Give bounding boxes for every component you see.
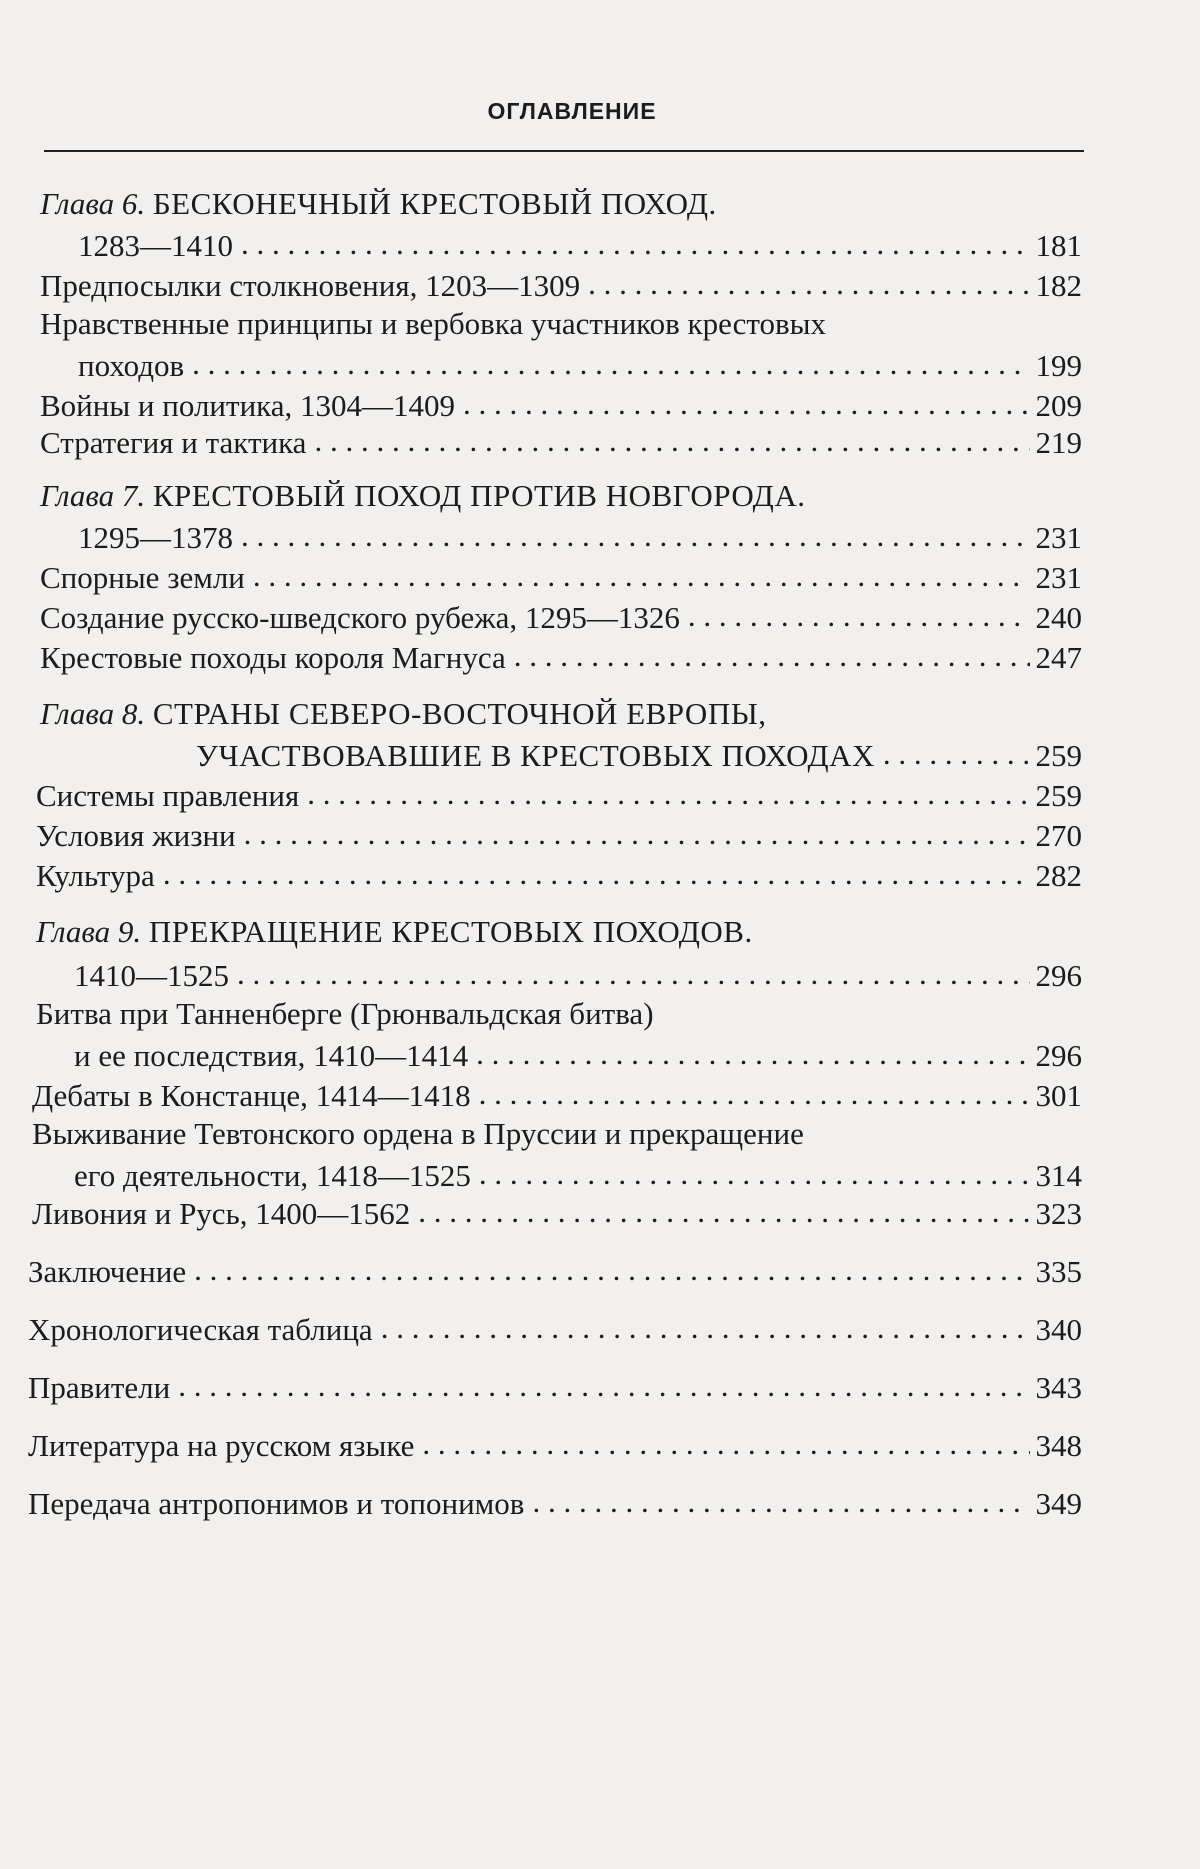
leader-dots	[307, 776, 1029, 806]
chapter-8-heading	[40, 696, 767, 732]
page-number: 259	[1035, 778, 1082, 813]
chapter-9-dates: 1410—1525	[74, 958, 229, 993]
toc-entry[interactable]	[36, 856, 1082, 894]
chapter-8-label: Глава 8.	[40, 696, 146, 731]
leader-dots	[476, 1036, 1029, 1066]
page-header: ОГЛАВЛЕНИЕ	[487, 98, 657, 124]
toc-entry[interactable]	[32, 1194, 1082, 1232]
chapter-8-title: СТРАНЫ СЕВЕРО-ВОСТОЧНОЙ ЕВРОПЫ,	[152, 696, 767, 731]
toc-entry[interactable]	[36, 776, 1082, 814]
entry-title: Спорные земли	[40, 560, 245, 595]
toc-entry[interactable]	[40, 638, 1082, 676]
page-number: 270	[1035, 818, 1082, 853]
toc-entry-chapter-8[interactable]	[196, 736, 1082, 774]
chapter-9-label: Глава 9.	[36, 914, 142, 949]
leader-dots	[381, 1310, 1030, 1340]
entry-title: Стратегия и тактика	[40, 425, 307, 460]
chapter-6-label: Глава 6.	[40, 186, 146, 221]
toc-entry[interactable]	[74, 1036, 1082, 1074]
leader-dots	[514, 638, 1030, 668]
page-number: 314	[1035, 1158, 1082, 1193]
leader-dots	[241, 226, 1030, 256]
leader-dots	[163, 856, 1030, 886]
page-number: 340	[1035, 1312, 1082, 1347]
toc-entry-rulers[interactable]	[28, 1368, 1082, 1406]
entry-title: Создание русско-шведского рубежа, 1295—1326	[40, 600, 680, 635]
entry-title-line1: Нравственные принципы и вербовка участников крестовых	[40, 306, 826, 341]
entry-title: Крестовые походы короля Магнуса	[40, 640, 506, 675]
leader-dots	[178, 1368, 1029, 1398]
leader-dots	[194, 1252, 1029, 1282]
toc-entry[interactable]	[40, 386, 1082, 424]
entry-title-line1: Битва при Танненберге (Грюнвальдская битва)	[36, 996, 654, 1031]
page-number: 231	[1035, 560, 1082, 595]
page-number: 182	[1035, 268, 1082, 303]
leader-dots	[479, 1156, 1030, 1186]
leader-dots	[422, 1426, 1029, 1456]
leader-dots	[418, 1194, 1029, 1224]
chapter-6-heading	[40, 186, 717, 222]
toc-entry-chronology[interactable]	[28, 1310, 1082, 1348]
entry-title: Хронологическая таблица	[28, 1312, 373, 1347]
toc-entry[interactable]	[40, 266, 1082, 304]
page-number: 301	[1035, 1078, 1082, 1113]
toc-entry[interactable]	[40, 423, 1082, 461]
toc-entry-conclusion[interactable]	[28, 1252, 1082, 1290]
toc-entry[interactable]	[78, 346, 1082, 384]
leader-dots	[192, 346, 1029, 376]
chapter-7-label: Глава 7.	[40, 478, 146, 513]
toc-entry-literature[interactable]	[28, 1426, 1082, 1464]
entry-title: Передача антропонимов и топонимов	[28, 1486, 525, 1521]
toc-entry[interactable]	[40, 598, 1082, 636]
entry-title: его деятельности, 1418—1525	[74, 1158, 471, 1193]
page-number: 247	[1035, 640, 1082, 675]
page-number: 231	[1035, 520, 1082, 555]
leader-dots	[479, 1076, 1030, 1106]
toc-entry-chapter-9[interactable]	[74, 956, 1082, 994]
entry-title: Системы правления	[36, 778, 300, 813]
page-number: 240	[1035, 600, 1082, 635]
entry-title: Дебаты в Констанце, 1414—1418	[32, 1078, 471, 1113]
toc-entry[interactable]	[40, 558, 1082, 596]
entry-title: Условия жизни	[36, 818, 236, 853]
page-number: 349	[1035, 1486, 1082, 1521]
entry-title: Войны и политика, 1304—1409	[40, 388, 456, 423]
page-number: 199	[1035, 348, 1082, 383]
entry-title: и ее последствия, 1410—1414	[74, 1038, 469, 1073]
page-number: 296	[1035, 1038, 1082, 1073]
toc-entry[interactable]	[36, 816, 1082, 854]
entry-title: Культура	[36, 858, 155, 893]
page-number: 335	[1035, 1254, 1082, 1289]
entry-title: походов	[78, 348, 185, 383]
entry-title: Предпосылки столкновения, 1203—1309	[40, 268, 581, 303]
page-number: 343	[1035, 1370, 1082, 1405]
leader-dots	[244, 816, 1030, 846]
leader-dots	[463, 386, 1029, 416]
entry-title: Правители	[28, 1370, 171, 1405]
chapter-6-dates: 1283—1410	[78, 228, 233, 263]
toc-entry[interactable]	[32, 1076, 1082, 1114]
leader-dots	[688, 598, 1030, 628]
page-number: 296	[1035, 958, 1082, 993]
chapter-6-title: БЕСКОНЕЧНЫЙ КРЕСТОВЫЙ ПОХОД.	[152, 186, 717, 221]
page-number: 323	[1035, 1196, 1082, 1231]
entry-title: Заключение	[28, 1254, 187, 1289]
entry-title: Литература на русском языке	[28, 1428, 415, 1463]
toc-entry[interactable]	[74, 1156, 1082, 1194]
chapter-7-dates: 1295—1378	[78, 520, 233, 555]
entry-title: Ливония и Русь, 1400—1562	[32, 1196, 411, 1231]
toc-entry-chapter-7[interactable]	[78, 518, 1082, 556]
chapter-9-heading	[36, 914, 753, 950]
leader-dots	[532, 1484, 1029, 1514]
leader-dots	[237, 956, 1030, 986]
leader-dots	[241, 518, 1030, 548]
page-number: 181	[1035, 228, 1082, 263]
entry-title-line1: Выживание Тевтонского ордена в Пруссии и прекращение	[32, 1116, 804, 1151]
chapter-7-heading	[40, 478, 805, 514]
page-number: 348	[1035, 1428, 1082, 1463]
page-number: 209	[1035, 388, 1082, 423]
leader-dots	[588, 266, 1029, 296]
leader-dots	[314, 423, 1029, 453]
page-number: 282	[1035, 858, 1082, 893]
chapter-7-title: КРЕСТОВЫЙ ПОХОД ПРОТИВ НОВГОРОДА.	[152, 478, 806, 513]
leader-dots	[883, 736, 1030, 766]
page-number: 259	[1035, 738, 1082, 773]
page-number: 219	[1035, 425, 1082, 460]
header-rule	[44, 150, 1084, 152]
toc-entry-transliteration[interactable]	[28, 1484, 1082, 1522]
leader-dots	[253, 558, 1030, 588]
chapter-8-title-line2: УЧАСТВОВАВШИЕ В КРЕСТОВЫХ ПОХОДАХ	[196, 738, 875, 773]
toc-entry-chapter-6[interactable]	[78, 226, 1082, 264]
chapter-9-title: ПРЕКРАЩЕНИЕ КРЕСТОВЫХ ПОХОДОВ.	[148, 914, 753, 949]
